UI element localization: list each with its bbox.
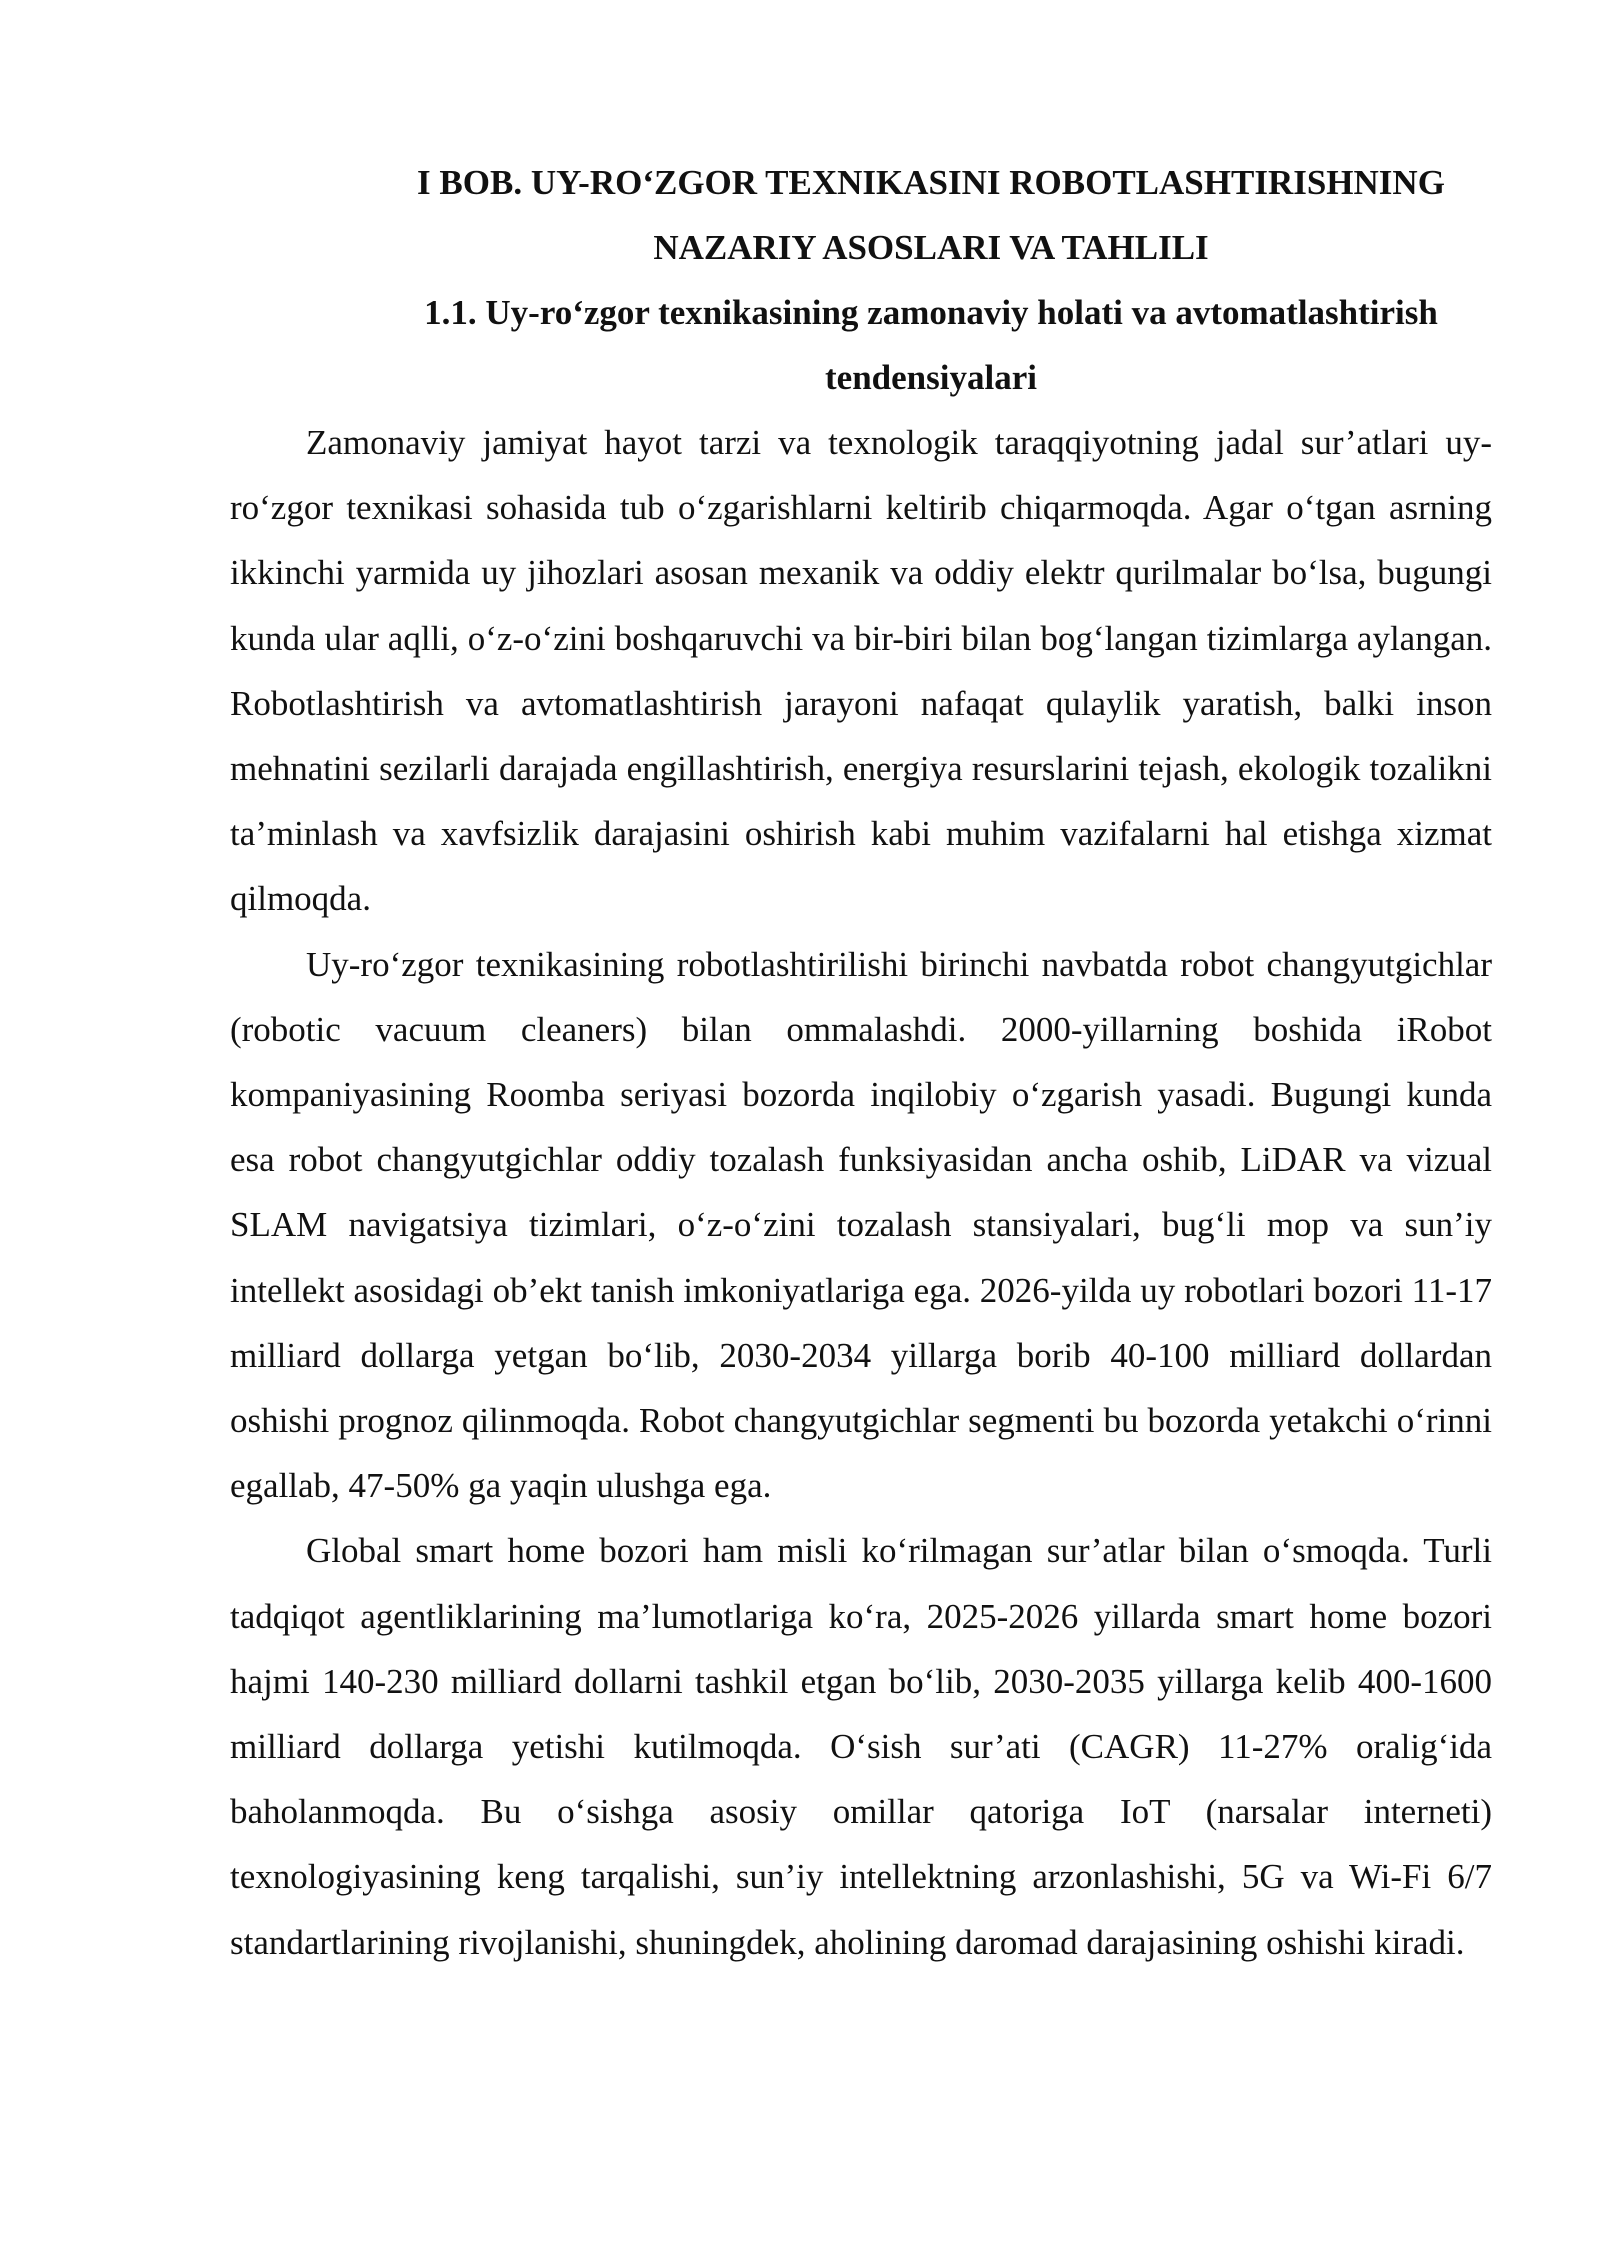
paragraph-1: Zamonaviy jamiyat hayot tarzi va texnologik taraqqiyotning jadal sur’atlari uy-ro‘zgor texnikasi sohasida tub o‘zgarishlarni keltirib chiqarmoqda. Agar o‘tgan asrning ikkinchi yarmida uy jihozlari asosan mexanik va oddiy elektr qurilmalar bo‘lsa, bugungi kunda ular aqlli, o‘z-o‘zini boshqaruvchi va bir-biri bilan bog‘langan tizimlarga aylangan. Robotlashtirish va avtomatlashtirish jarayoni nafaqat qulaylik yaratish, balki inson mehnatini sezilarli darajada engillashtirish, energiya resurslarini tejash, ekologik tozalikni ta’minlash va xavfsizlik darajasini oshirish kabi muhim vazifalarni hal etishga xizmat qilmoqda. (230, 423, 1492, 919)
document-body (230, 150, 1492, 1975)
paragraph-2: Uy-ro‘zgor texnikasining robotlashtirilishi birinchi navbatda robot changyutgichlar (robotic vacuum cleaners) bilan ommalashdi. 2000-yillarning boshida iRobot kompaniyasining Roomba seriyasi bozorda inqilobiy o‘zgarish yasadi. Bugungi kunda esa robot changyutgichlar oddiy tozalash funksiyasidan ancha oshib, LiDAR va vizual SLAM navigatsiya tizimlari, o‘z-o‘zini tozalash stansiyalari, bug‘li mop va sun’iy intellekt asosidagi ob’ekt tanish imkoniyatlariga ega. 2026-yilda uy robotlari bozori 11-17 milliard dollarga yetgan bo‘lib, 2030-2034 yillarga borib 40-100 milliard dollardan oshishi prognoz qilinmoqda. Robot changyutgichlar segmenti bu bozorda yetakchi o‘rinni egallab, 47-50% ga yaqin ulushga ega. (230, 944, 1492, 1506)
section-title-line-2: tendensiyalari (825, 358, 1037, 397)
chapter-title-line-2: NAZARIY ASOSLARI VA TAHLILI (653, 228, 1209, 267)
paragraph-3: Global smart home bozori ham misli ko‘rilmagan sur’atlar bilan o‘smoqda. Turli tadqiqot agentliklarining ma’lumotlariga ko‘ra, 2025-2026 yillarda smart home bozori hajmi 140-230 milliard dollarni tashkil etgan bo‘lib, 2030-2035 yillarga kelib 400-1600 milliard dollarga yetishi kutilmoqda. O‘sish sur’ati (CAGR) 11-27% oralig‘ida baholanmoqda. Bu o‘sishga asosiy omillar qatoriga IoT (narsalar interneti) texnologiyasining keng tarqalishi, sun’iy intellektning arzonlashishi, 5G va Wi-Fi 6/7 standartlarining rivojlanishi, shuningdek, aholining daromad darajasining oshishi kiradi. (230, 1531, 1492, 1962)
chapter-title-line-1: I BOB. UY-RO‘ZGOR TEXNIKASINI ROBOTLASHTIRISHNING (417, 163, 1445, 202)
section-title-line-1: 1.1. Uy-ro‘zgor texnikasining zamonaviy holati va avtomatlashtirish (424, 293, 1438, 332)
